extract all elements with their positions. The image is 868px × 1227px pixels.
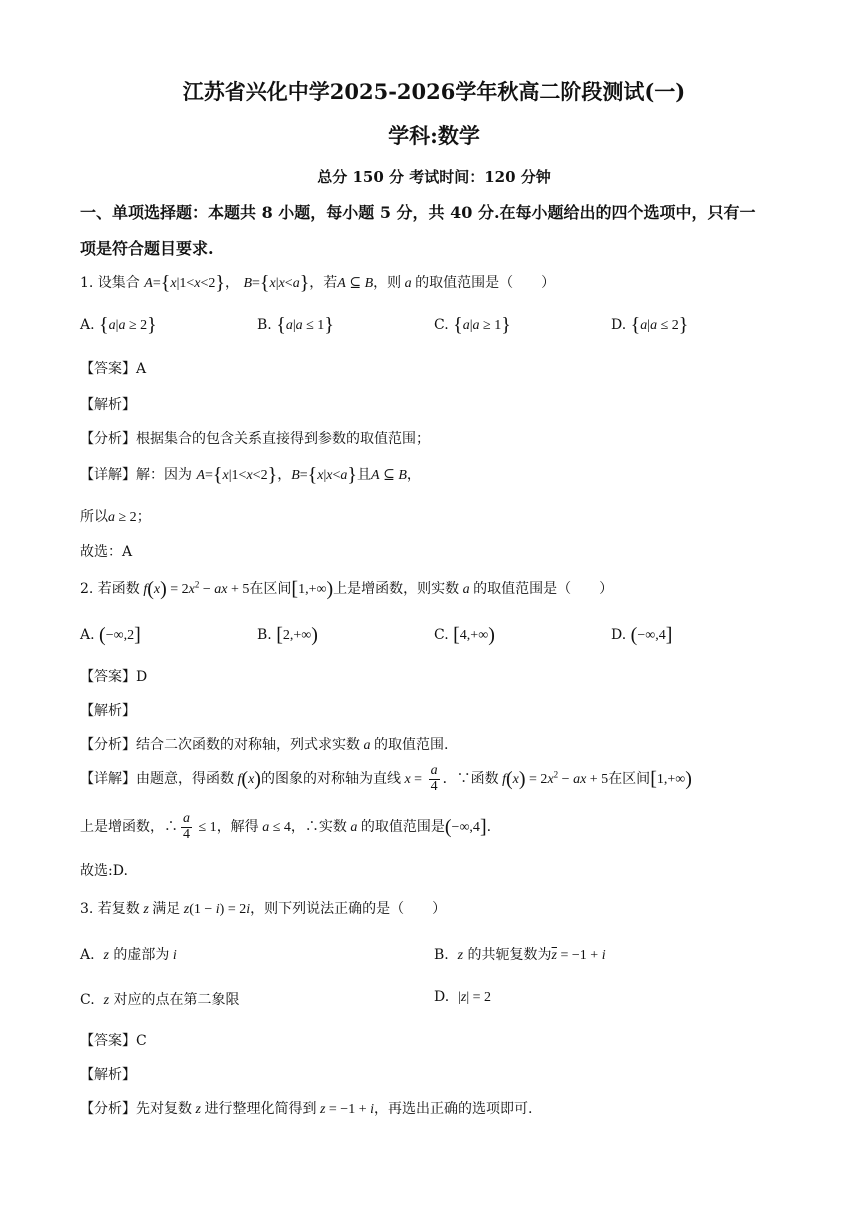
subject-title: 学科:数学 xyxy=(388,123,480,148)
q2-fenxi: 【分析】结合二次函数的对称轴，列式求实数 a 的取值范围. xyxy=(80,737,449,753)
q2-detail-line1: 【详解】由题意，得函数 f(x)的图象的对称轴为直线 x = $\frac{a}{4}$ ．∵函数 $f(x) = 2x^2$ − ax + 5在区间[1,+∞) xyxy=(80,763,692,794)
q1-answer: 【答案】A xyxy=(80,361,147,377)
q1-stem: 1. 设集合 A={x|1<x<2}， B={x|x<a}，若A ⊆ B，则 a 的取值范围是（ ） xyxy=(80,272,556,294)
q1-choice: 故选：A xyxy=(80,544,133,560)
q2-choice: 故选:D. xyxy=(80,863,128,879)
q1-option-b: B. {a|a ≤ 1} xyxy=(257,314,334,336)
page-title: 江苏省兴化中学2025-2026学年秋高二阶段测试(一) xyxy=(182,79,686,104)
q1-option-c: C. {a|a ≥ 1} xyxy=(434,314,511,336)
q2-detail-line2: 上是增函数，∴ $\frac{a}{4}$ ≤ 1，解得 a ≤ 4，∴实数 a 的取值范围是(−∞,4]. xyxy=(80,811,492,842)
q2-option-d: D. (−∞,4] xyxy=(611,624,673,646)
q2-option-b: B. [2,+∞) xyxy=(257,624,318,646)
section-heading-line1: 一、单项选择题：本题共 8 小题，每小题 5 分，共 40 分.在每小题给出的四个选项中，只有一 xyxy=(80,203,756,222)
q3-option-c: C. z 对应的点在第二象限 xyxy=(80,992,240,1008)
q3-option-d: D. |z| = 2 xyxy=(434,989,492,1005)
q1-option-d: D. {a|a ≤ 2} xyxy=(611,314,689,336)
q3-fenxi: 【分析】先对复数 z 进行整理化简得到 z = −1 + i，再选出正确的选项即可. xyxy=(80,1101,533,1117)
q3-option-a: A. z 的虚部为 i xyxy=(80,947,177,963)
q1-detail: 【详解】解：因为 A={x|1<x<2}，B={x|x<a}且A ⊆ B， xyxy=(80,464,421,486)
q1-conclusion: 所以a ≥ 2； xyxy=(80,509,151,525)
section-heading-line2: 项是符合题目要求. xyxy=(80,239,214,258)
q2-option-c: C. [4,+∞) xyxy=(434,624,495,646)
q1-fenxi: 【分析】根据集合的包含关系直接得到参数的取值范围； xyxy=(80,431,430,447)
q3-option-b: B. z 的共轭复数为$\overline{z} = -1 + i$ xyxy=(434,947,606,963)
q1-option-a: A. {a|a ≥ 2} xyxy=(80,314,157,336)
q3-stem: 3. 若复数 z 满足 z(1 − i) = 2i，则下列说法正确的是（ ） xyxy=(80,901,447,917)
q2-stem: 2. 若函数 $f(x) = 2x^2$ − ax + 5在区间[1,+∞)上是增函数，则实数 a 的取值范围是（ ） xyxy=(80,578,614,600)
q1-analysis-label: 【解析】 xyxy=(80,397,136,413)
q2-option-a: A. (−∞,2] xyxy=(80,624,141,646)
q3-analysis-label: 【解析】 xyxy=(80,1067,136,1083)
exam-info: 总分 150 分 考试时间：120 分钟 xyxy=(317,168,551,186)
q2-analysis-label: 【解析】 xyxy=(80,703,136,719)
q3-answer: 【答案】C xyxy=(80,1033,147,1049)
q2-answer: 【答案】D xyxy=(80,669,148,685)
